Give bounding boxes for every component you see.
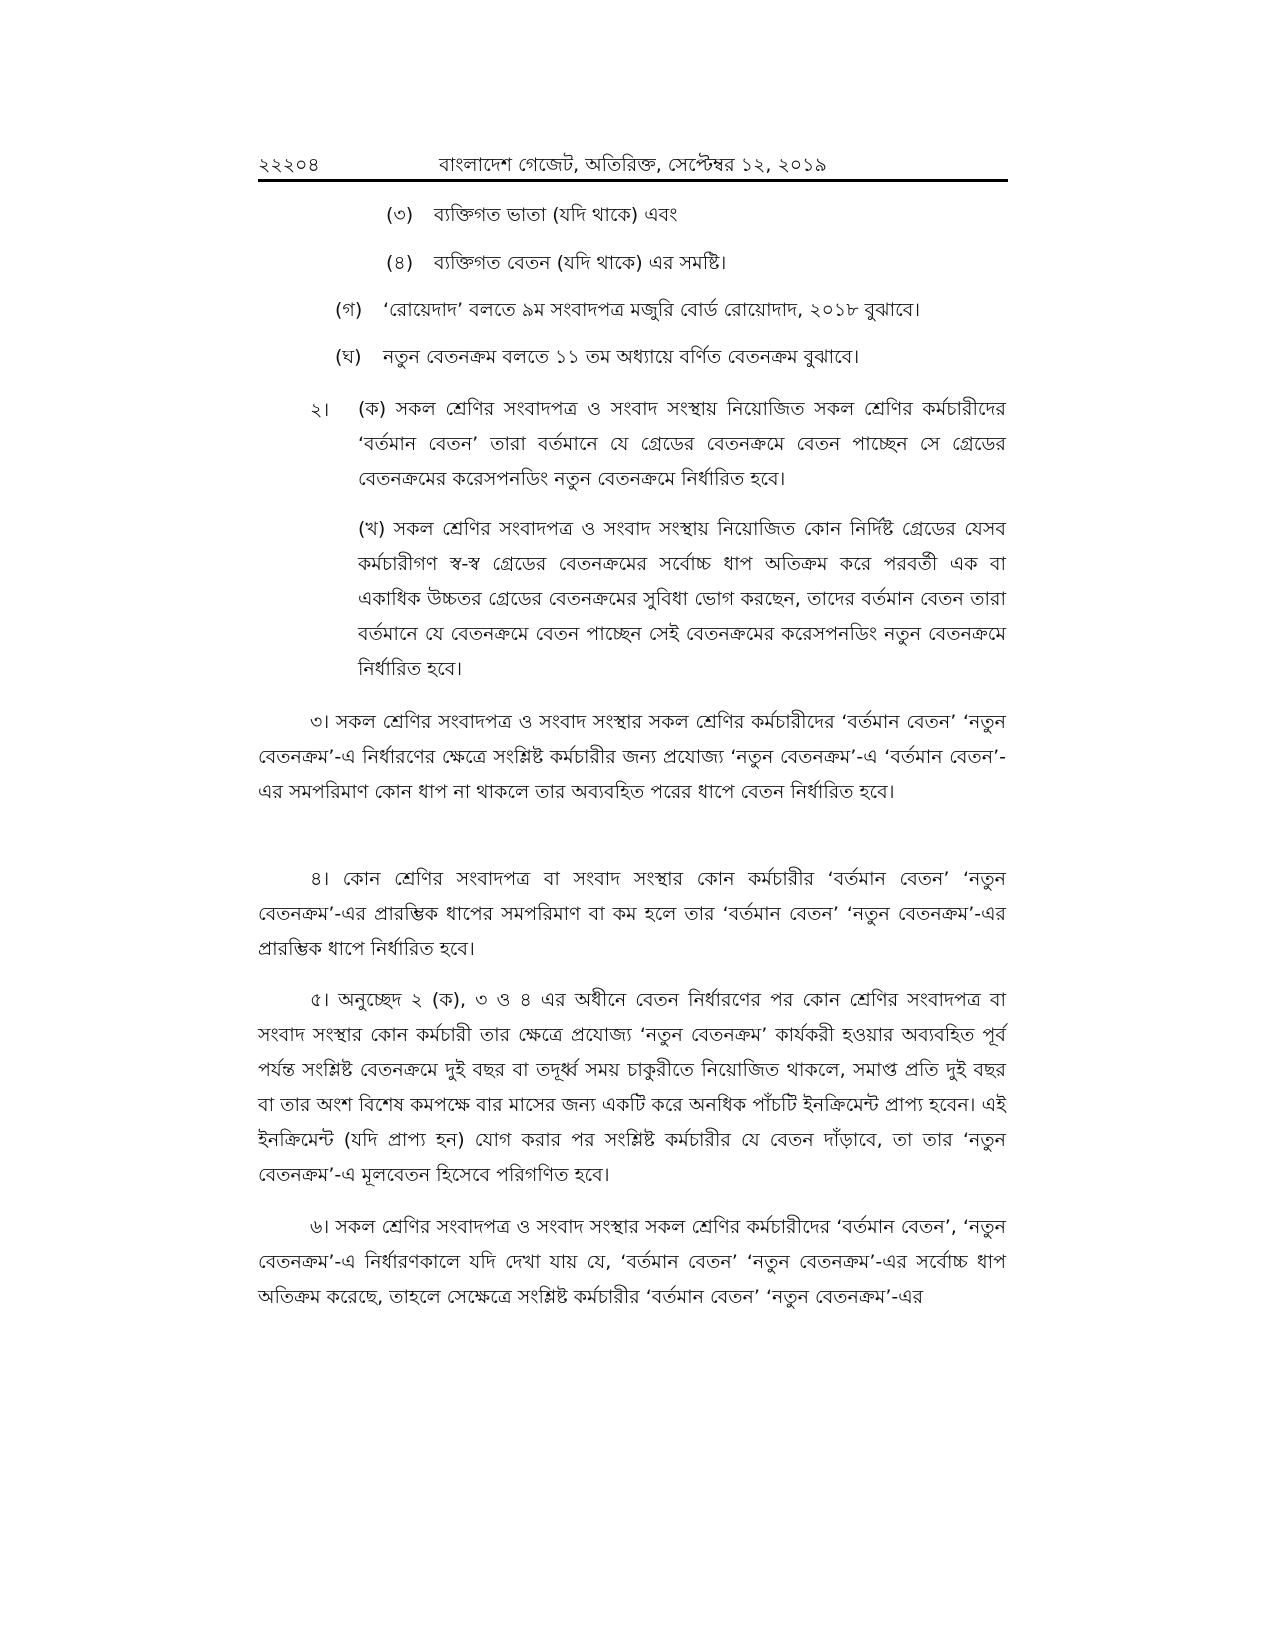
subitem-text: ব্যক্তিগত বেতন (যদি থাকে) এর সমষ্টি। [434, 252, 727, 274]
section-2-ka: (ক) সকল শ্রেণির সংবাদপত্র ও সংবাদ সংস্থায় নিয়োজিত সকল শ্রেণির কর্মচারীদের ‘বর্তমান বেতন’ তারা বর্তমানে যে গ্রেডের বেতনক্রমে বেতন পাচ্ছেন সে গ্রেডের বেতনক্রমের করেসপনডিং নতুন বেতনক্রমে নির্ধারিত হবে। [358, 398, 1006, 490]
subitem-marker: (৩) [386, 204, 414, 226]
subitem-marker: (৪) [386, 252, 414, 274]
paragraph-4: ৪। কোন শ্রেণির সংবাদপত্র বা সংবাদ সংস্থার কোন কর্মচারীর ‘বর্তমান বেতন’ ‘নতুন বেতনক্রম’-এর প্রারম্ভিক ধাপের সমপরিমাণ বা কম হলে তার ‘বর্তমান বেতন’ ‘নতুন বেতনক্রম’-এর প্রারম্ভিক ধাপে নির্ধারিত হবে। [258, 868, 1006, 960]
definition-marker: (গ) [335, 299, 363, 321]
section-2-number: ২। [310, 399, 330, 421]
subitem-text: ব্যক্তিগত ভাতা (যদি থাকে) এবং [434, 204, 678, 226]
gazette-title: বাংলাদেশ গেজেট, অতিরিক্ত, সেপ্টেম্বর ১২, ২০১৯ [439, 154, 827, 176]
section-2-kha: (খ) সকল শ্রেণির সংবাদপত্র ও সংবাদ সংস্থায় নিয়োজিত কোন নির্দিষ্ট গ্রেডের যেসব কর্মচারীগণ স্ব-স্ব গ্রেডের বেতনক্রমের সর্বোচ্চ ধাপ অতিক্রম করে পরবর্তী এক বা একাধিক উচ্চতর গ্রেডের বেতনক্রমের সুবিধা ভোগ করছেন, তাদের বর্তমান বেতন তারা বর্তমানে যে বেতনক্রমে বেতন পাচ্ছেন সেই বেতনক্রমের করেসপনডিং নতুন বেতনক্রমে নির্ধারিত হবে। [358, 518, 1006, 680]
header-rule [258, 179, 1008, 182]
definition-text: নতুন বেতনক্রম বলতে ১১ তম অধ্যায়ে বর্ণিত বেতনক্রম বুঝাবে। [383, 346, 860, 368]
paragraph-6: ৬। সকল শ্রেণির সংবাদপত্র ও সংবাদ সংস্থার সকল শ্রেণির কর্মচারীদের ‘বর্তমান বেতন’, ‘নতুন বেতনক্রম’-এ নির্ধারণকালে যদি দেখা যায় যে, ‘বর্তমান বেতন’ ‘নতুন বেতনক্রম’-এর সর্বোচ্চ ধাপ অতিক্রম করেছে, তাহলে সেক্ষেত্রে সংশ্লিষ্ট কর্মচারীর ‘বর্তমান বেতন’ ‘নতুন বেতনক্রম’-এর [258, 1216, 1006, 1308]
definition-text: ‘রোয়েদাদ’ বলতে ৯ম সংবাদপত্র মজুরি বোর্ড রোয়োদাদ, ২০১৮ বুঝাবে। [383, 299, 921, 321]
definition-marker: (ঘ) [335, 346, 362, 368]
paragraph-3: ৩। সকল শ্রেণির সংবাদপত্র ও সংবাদ সংস্থার সকল শ্রেণির কর্মচারীদের ‘বর্তমান বেতন’ ‘নতুন বেতনক্রম’-এ নির্ধারণের ক্ষেত্রে সংশ্লিষ্ট কর্মচারীর জন্য প্রযোজ্য ‘নতুন বেতনক্রম’-এ ‘বর্তমান বেতন’-এর সমপরিমাণ কোন ধাপ না থাকলে তার অব্যবহিত পরের ধাপে বেতন নির্ধারিত হবে। [258, 711, 1006, 803]
page-header [258, 150, 1008, 180]
paragraph-5: ৫। অনুচ্ছেদ ২ (ক), ৩ ও ৪ এর অধীনে বেতন নির্ধারণের পর কোন শ্রেণির সংবাদপত্র বা সংবাদ সংস্থার কোন কর্মচারী তার ক্ষেত্রে প্রযোজ্য ‘নতুন বেতনক্রম’ কার্যকরী হওয়ার অব্যবহিত পূর্ব পর্যন্ত সংশ্লিষ্ট বেতনক্রমে দুই বছর বা তদূর্ধ্ব সময় চাকুরীতে নিয়োজিত থাকলে, সমাপ্ত প্রতি দুই বছর বা তার অংশ বিশেষ কমপক্ষে বার মাসের জন্য একটি করে অনধিক পাঁচটি ইনক্রিমেন্ট প্রাপ্য হবেন। এই ইনক্রিমেন্ট (যদি প্রাপ্য হন) যোগ করার পর সংশ্লিষ্ট কর্মচারীর যে বেতন দাঁড়াবে, তা তার ‘নতুন বেতনক্রম’-এ মূলবেতন হিসেবে পরিগণিত হবে। [258, 989, 1006, 1186]
page-number: ২২২০৪ [258, 154, 320, 176]
